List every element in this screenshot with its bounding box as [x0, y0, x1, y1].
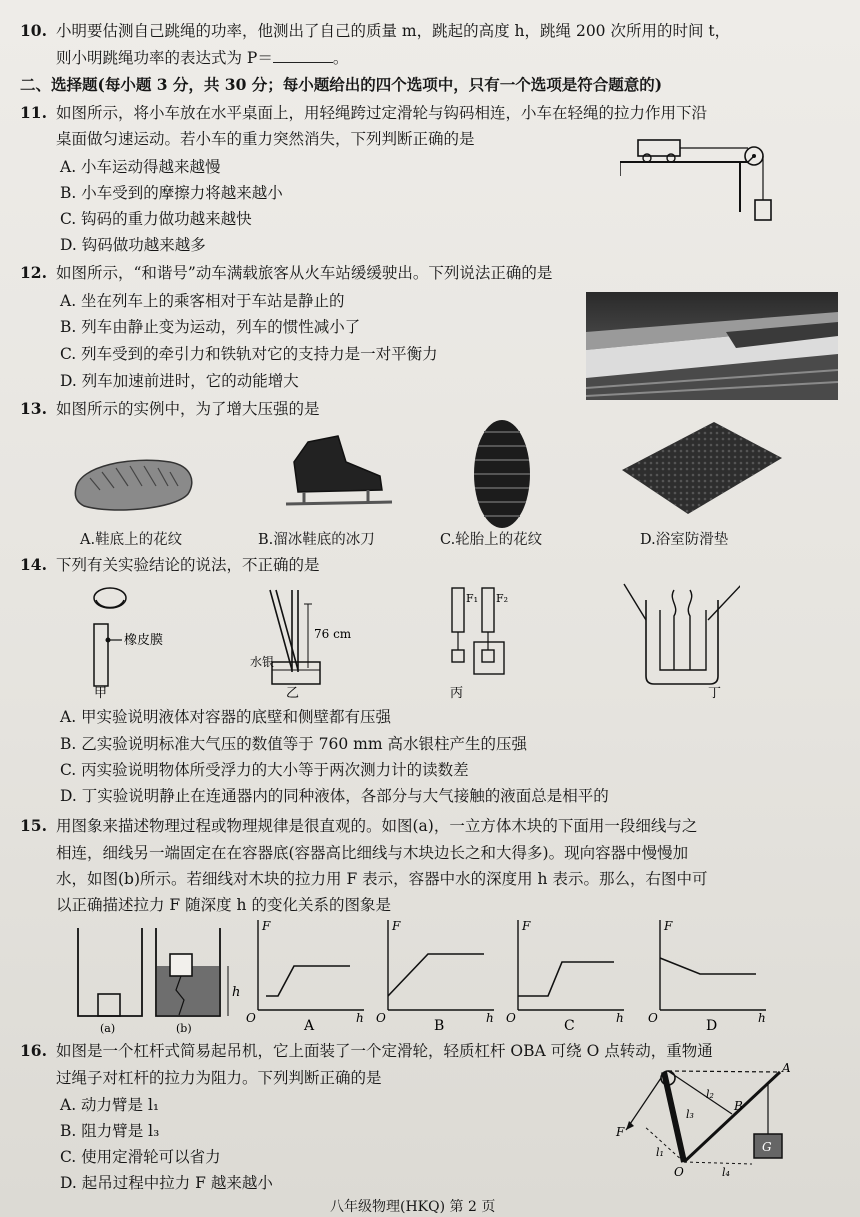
- q12-option-a: A. 坐在列车上的乘客相对于车站是静止的: [60, 292, 345, 310]
- h-axis-label: h: [758, 1011, 766, 1025]
- label-bing: 丙: [450, 686, 464, 701]
- q15-figure: [60, 914, 840, 1034]
- label-yi: 乙: [286, 686, 300, 701]
- anti-slip-mat-image: [618, 418, 786, 518]
- wood-block-b: [170, 954, 192, 976]
- h-axis-label: h: [486, 1011, 494, 1025]
- tire-image: [470, 418, 534, 530]
- answer-blank[interactable]: [273, 46, 333, 63]
- train-photo: [586, 292, 838, 400]
- experiment-bing: [450, 588, 508, 701]
- svg-text:G: G: [762, 1140, 772, 1154]
- svg-text:(b): (b): [176, 1022, 192, 1034]
- page-footer: 八年级物理(HKQ) 第 2 页: [330, 1199, 496, 1215]
- mercury-label: 水银: [250, 655, 275, 669]
- q10-line2: 则小明跳绳功率的表达式为 P＝ 。: [20, 46, 348, 69]
- q16-option-d: D. 起吊过程中拉力 F 越来越小: [60, 1174, 273, 1192]
- label-jia: 甲: [94, 686, 108, 701]
- q10-line1: 10. 小明要估测自己跳绳的功率，他测出了自己的质量 m，跳起的高度 h，跳绳 200 次所用的时间 t，: [20, 21, 731, 40]
- svg-text:l₄: l₄: [722, 1166, 730, 1179]
- section-heading: 二、选择题(每小题 3 分，共 30 分；每小题给出的四个选项中，只有一个选项是符合题意的): [20, 75, 663, 94]
- pulley-icon: [745, 147, 763, 165]
- origin-label: O: [246, 1011, 256, 1025]
- svg-text:B: B: [734, 1099, 743, 1113]
- q10-number: 10.: [20, 21, 47, 40]
- f-axis-label: F: [262, 919, 271, 933]
- membrane-label: 橡皮膜: [124, 633, 164, 648]
- graph-curve: [518, 962, 614, 996]
- q11-option-d: D. 钩码做功越来越多: [60, 236, 206, 254]
- graph-option-label: D: [706, 1018, 718, 1034]
- svg-text:h: h: [232, 985, 241, 1000]
- h-axis-label: h: [616, 1011, 624, 1025]
- svg-text:l₁: l₁: [656, 1146, 664, 1159]
- q11-line2: 桌面做匀速运动。若小车的重力突然消失，下列判断正确的是: [56, 130, 475, 148]
- q15-line2: 相连，细线另一端固定在在容器底(容器高比细线与木块边长之和大得多)。现向容器中慢慢加: [56, 844, 689, 862]
- q14-number: 14.: [20, 555, 47, 574]
- graph-a: [246, 919, 364, 1034]
- height-76cm-label: 76 cm: [314, 627, 352, 641]
- q13-caption-b: B.溜冰鞋底的冰刀: [258, 532, 375, 548]
- container-b: [156, 928, 240, 1034]
- q13-caption-c: C.轮胎上的花纹: [440, 532, 543, 548]
- q15-line4: 以正确描述拉力 F 随深度 h 的变化关系的图象是: [56, 896, 391, 914]
- cart-pulley-figure: [620, 132, 780, 232]
- q11-line1: 11. 如图所示，将小车放在水平桌面上，用轻绳跨过定滑轮与钩码相连，小车在轻绳的拉力作用下沿: [20, 103, 708, 122]
- q16-line1: 16. 如图是一个杠杆式简易起吊机，它上面装了一个定滑轮，轻质杠杆 OBA 可绕 O 点转动，重物通: [20, 1041, 713, 1060]
- q14-line1: 14. 下列有关实验结论的说法，不正确的是: [20, 555, 320, 574]
- graph-c: [506, 919, 624, 1034]
- q11-option-a: A. 小车运动得越来越慢: [60, 158, 221, 176]
- svg-text:l₂: l₂: [706, 1088, 714, 1101]
- q14-option-a: A. 甲实验说明液体对容器的底壁和侧壁都有压强: [60, 708, 392, 726]
- ice-skate-image: [268, 432, 398, 524]
- q13-caption-d: D.浴室防滑垫: [640, 532, 729, 548]
- q11-option-c: C. 钩码的重力做功越来越快: [60, 210, 252, 228]
- q14-option-b: B. 乙实验说明标准大气压的数值等于 760 mm 高水银柱产生的压强: [60, 735, 528, 753]
- q12-option-c: C. 列车受到的牵引力和铁轨对它的支持力是一对平衡力: [60, 345, 438, 363]
- q16-option-a: A. 动力臂是 l₁: [60, 1096, 160, 1114]
- q13-line1: 13. 如图所示的实例中，为了增大压强的是: [20, 399, 320, 418]
- q14-experiments-figure: [80, 580, 740, 702]
- graph-option-label: A: [304, 1018, 315, 1034]
- f-axis-label: F: [392, 919, 401, 933]
- graph-curve: [388, 954, 484, 996]
- svg-text:O: O: [674, 1165, 684, 1179]
- svg-text:A: A: [782, 1061, 791, 1075]
- q15-number: 15.: [20, 816, 47, 835]
- h-axis-label: h: [356, 1011, 364, 1025]
- label-ding: 丁: [708, 686, 722, 701]
- f2-label: F₂: [496, 592, 509, 605]
- origin-label: O: [376, 1011, 386, 1025]
- container-a: [78, 928, 142, 1034]
- graph-d: [648, 919, 766, 1034]
- graph-curve: [660, 958, 756, 974]
- graph-option-label: C: [564, 1018, 575, 1034]
- q11-option-b: B. 小车受到的摩擦力将越来越小: [60, 184, 283, 202]
- experiment-ding: [624, 584, 740, 701]
- svg-text:F: F: [616, 1125, 625, 1139]
- experiment-jia: [94, 588, 163, 701]
- q11-number: 11.: [20, 103, 47, 122]
- wood-block-a: [98, 994, 120, 1016]
- q14-option-d: D. 丁实验说明静止在连通器内的同种液体，各部分与大气接触的液面总是相平的: [60, 787, 609, 805]
- svg-text:(a): (a): [100, 1022, 116, 1034]
- q16-number: 16.: [20, 1041, 47, 1060]
- f-axis-label: F: [522, 919, 531, 933]
- q14-option-c: C. 丙实验说明物体所受浮力的大小等于两次测力计的读数差: [60, 761, 469, 779]
- experiment-yi: [250, 590, 352, 701]
- q13-caption-a: A.鞋底上的花纹: [80, 532, 183, 548]
- origin-label: O: [648, 1011, 658, 1025]
- origin-label: O: [506, 1011, 516, 1025]
- q16-option-b: B. 阻力臂是 l₃: [60, 1122, 160, 1140]
- q16-option-c: C. 使用定滑轮可以省力: [60, 1148, 221, 1166]
- answer-graphs: [246, 919, 766, 1034]
- q12-line1: 12. 如图所示，“和谐号”动车满载旅客从火车站缓缓驶出。下列说法正确的是: [20, 263, 553, 282]
- shoe-sole-image: [70, 448, 200, 518]
- graph-curve: [266, 966, 350, 996]
- q12-option-b: B. 列车由静止变为运动，列车的惯性减小了: [60, 318, 361, 336]
- q13-number: 13.: [20, 399, 47, 418]
- q12-option-d: D. 列车加速前进时，它的动能增大: [60, 372, 299, 390]
- q15-line3: 水，如图(b)所示。若细线对木块的拉力用 F 表示，容器中水的深度用 h 表示。那么，右图中可: [56, 870, 708, 888]
- hook-weight-icon: [755, 200, 771, 220]
- svg-text:l₃: l₃: [686, 1108, 694, 1121]
- q12-number: 12.: [20, 263, 47, 282]
- cart-icon: [638, 140, 680, 162]
- q15-line1: 15. 用图象来描述物理过程或物理规律是很直观的。如图(a)，一立方体木块的下面用一段细线与之: [20, 816, 698, 835]
- lever-crane-figure: [610, 1050, 830, 1180]
- q16-line2: 过绳子对杠杆的拉力为阻力。下列判断正确的是: [56, 1069, 382, 1087]
- graph-b: [376, 919, 494, 1034]
- f1-label: F₁: [466, 592, 479, 605]
- graph-option-label: B: [434, 1018, 445, 1034]
- f-axis-label: F: [664, 919, 673, 933]
